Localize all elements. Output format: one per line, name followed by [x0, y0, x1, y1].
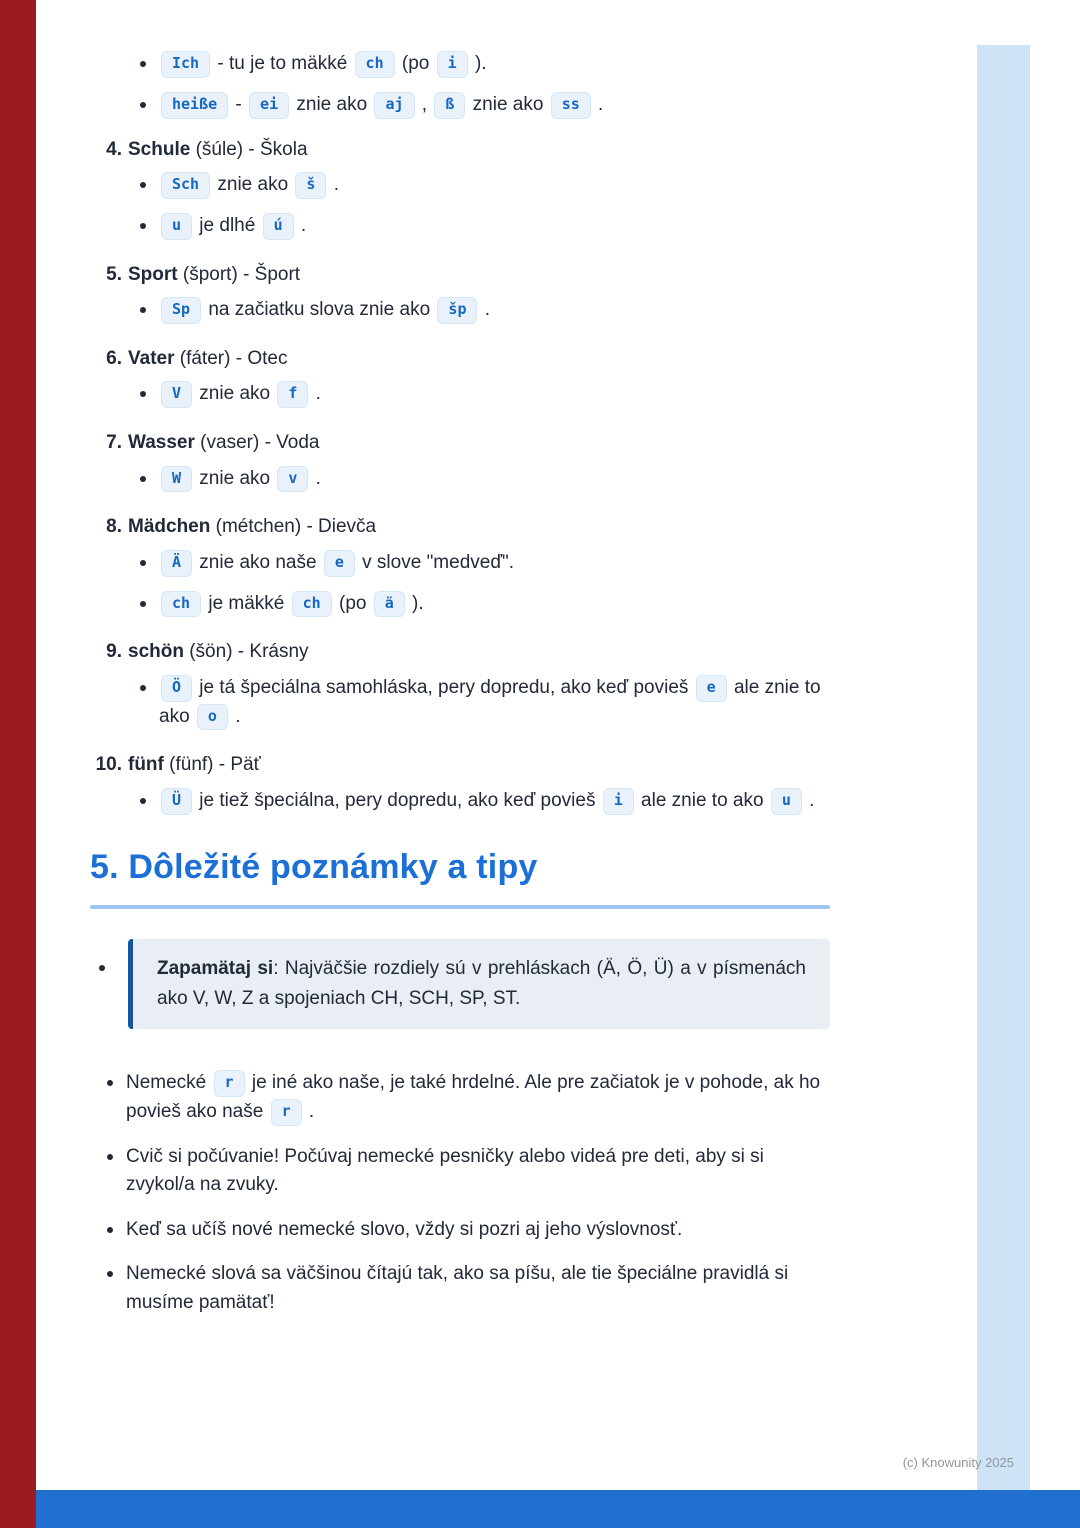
code-chip: i — [603, 788, 634, 815]
text-run: je dlhé — [194, 214, 261, 236]
item-word: fünf — [128, 754, 164, 776]
bullet-item — [137, 787, 830, 816]
text-run: . — [303, 1101, 315, 1123]
item-number: 10. — [95, 754, 122, 776]
text-run: Nemecké — [126, 1072, 212, 1094]
item-number: 5. — [106, 263, 122, 285]
item-head-text — [128, 136, 308, 165]
tips-list — [104, 1069, 830, 1317]
numbered-word-list — [90, 136, 830, 816]
numbered-item — [90, 136, 830, 241]
item-word: Mädchen — [128, 516, 211, 538]
text-run: , — [416, 93, 433, 115]
code-chip: u — [161, 213, 192, 240]
bullet-item — [137, 380, 830, 409]
code-chip: ch — [355, 51, 395, 78]
bullet-item — [137, 674, 830, 732]
text-run: . — [328, 174, 340, 195]
item-head-text — [128, 429, 320, 458]
sub-bullet-list — [137, 465, 830, 494]
numbered-item — [90, 261, 830, 325]
bullet-item — [137, 50, 830, 79]
tip-item — [104, 1143, 830, 1200]
numbered-item-head — [90, 513, 830, 542]
numbered-item-head — [90, 751, 830, 780]
text-run: je iné ako naše, je také hrdelné. Ale pre začiatok je v pohode, ak ho povieš ako naše — [126, 1072, 821, 1123]
code-chip: ei — [249, 92, 289, 119]
bullet-item — [137, 549, 830, 578]
text-run: je tá špeciálna samohláska, pery dopredu, ako keď povieš — [194, 676, 694, 698]
item-number: 6. — [106, 347, 122, 369]
item-head-text — [128, 638, 309, 667]
code-chip: ä — [374, 591, 405, 618]
item-rest: (fünf) - Päť — [163, 754, 261, 776]
code-chip: heiße — [161, 92, 228, 119]
callout-row — [90, 939, 830, 1030]
text-run: znie ako naše — [194, 551, 322, 573]
code-chip: Ä — [161, 550, 192, 577]
code-chip: š — [295, 172, 326, 199]
text-run: . — [295, 214, 307, 236]
numbered-item — [90, 638, 830, 731]
text-run: - — [230, 93, 248, 115]
item-rest: (métchen) - Dievča — [210, 516, 377, 538]
code-chip: aj — [374, 92, 414, 119]
code-chip: i — [437, 51, 468, 78]
callout-box — [128, 939, 830, 1030]
text-run: . — [310, 467, 321, 489]
text-run: znie ako — [291, 93, 373, 115]
item-head-text — [128, 751, 261, 780]
code-chip: Ich — [161, 51, 210, 78]
code-chip: u — [771, 788, 802, 815]
bullet-item — [137, 212, 830, 241]
item-word: Schule — [128, 138, 191, 160]
numbered-item — [90, 513, 830, 618]
numbered-item-head — [90, 136, 830, 165]
heading-underline — [90, 905, 830, 909]
item-rest: (šúle) - Škola — [190, 138, 308, 160]
footer-credit: (c) Knowunity 2025 — [902, 1455, 1014, 1470]
item-word: Sport — [128, 263, 178, 285]
item-rest: (vaser) - Voda — [194, 432, 320, 453]
text-run: znie ako — [194, 383, 276, 405]
code-chip: ú — [263, 213, 294, 240]
text-run: ale znie to ako — [159, 676, 821, 727]
text-run: - tu je to mäkké — [212, 53, 353, 74]
code-chip: šp — [437, 297, 477, 324]
text-run: je tiež špeciálna, pery dopredu, ako keď povieš — [194, 789, 601, 811]
item-word: Wasser — [128, 432, 195, 453]
text-run: (po — [396, 53, 435, 74]
text-run: znie ako — [467, 93, 549, 115]
sub-bullet-list — [137, 787, 830, 816]
item-number: 9. — [106, 641, 122, 663]
item-number: 8. — [106, 516, 122, 538]
item-number: 4. — [106, 138, 122, 160]
callout-text: : Najväčšie rozdiely sú v prehláskach (Ä, Ö, Ü) a v písmenách ako V, W, Z a spojeniach CH, SCH, SP, ST. — [157, 957, 806, 1009]
text-run: Nemecké slová sa väčšinou čítajú tak, ako sa píšu, ale tie špeciálne pravidlá si musíme pamätať! — [126, 1263, 789, 1313]
numbered-item-head — [90, 345, 830, 374]
text-run: v slove "medveď". — [356, 551, 515, 573]
code-chip: o — [197, 704, 228, 731]
bullet-dot — [90, 939, 128, 1030]
text-run: . — [479, 299, 491, 320]
document-content — [90, 50, 830, 1333]
sub-bullet-list — [137, 296, 830, 325]
code-chip: ch — [292, 591, 332, 618]
item-head-text — [128, 261, 300, 290]
code-chip: Ü — [161, 788, 192, 815]
code-chip: r — [271, 1099, 302, 1126]
text-run: ale znie to ako — [635, 789, 769, 811]
text-run: znie ako — [212, 174, 294, 195]
tip-item — [104, 1260, 830, 1317]
bullet-item — [137, 590, 830, 619]
section-heading: 5. Dôležité poznámky a tipy — [90, 847, 538, 886]
text-run: ). — [469, 53, 487, 74]
item-rest: (šön) - Krásny — [183, 641, 309, 663]
text-run: znie ako — [194, 467, 276, 489]
right-lightblue-stripe — [977, 45, 1030, 1490]
numbered-item — [90, 429, 830, 493]
text-run: na začiatku slova znie ako — [203, 299, 436, 320]
bullet-item — [137, 296, 830, 325]
code-chip: Sp — [161, 297, 201, 324]
code-chip: ch — [161, 591, 201, 618]
sub-bullet-list — [137, 380, 830, 409]
code-chip: ß — [434, 92, 465, 119]
numbered-item — [90, 751, 830, 815]
text-run: . — [803, 789, 815, 811]
item-number: 7. — [106, 432, 122, 453]
text-run: je mäkké — [203, 592, 290, 614]
numbered-item — [90, 345, 830, 409]
sub-bullet-list — [137, 171, 830, 241]
intro-bullet-list — [137, 50, 830, 120]
code-chip: Ö — [161, 675, 192, 702]
sub-bullet-list — [137, 549, 830, 619]
text-run: Keď sa učíš nové nemecké slovo, vždy si pozri aj jeho výslovnosť. — [126, 1218, 683, 1240]
item-head-text — [128, 345, 287, 374]
text-run: . — [592, 93, 604, 115]
bullet-item — [137, 91, 830, 120]
code-chip: e — [696, 675, 727, 702]
code-chip: ss — [551, 92, 591, 119]
code-chip: V — [161, 381, 192, 408]
code-chip: Sch — [161, 172, 210, 199]
numbered-item-head — [90, 638, 830, 667]
code-chip: f — [277, 381, 308, 408]
text-run: ). — [406, 592, 424, 614]
numbered-item-head — [90, 261, 830, 290]
left-red-stripe — [0, 0, 36, 1528]
code-chip: e — [324, 550, 355, 577]
code-chip: W — [161, 466, 192, 493]
callout-bold-label: Zapamätaj si — [157, 957, 274, 979]
bottom-blue-bar — [36, 1490, 1080, 1528]
tip-item — [104, 1216, 830, 1245]
text-run: Cvič si počúvanie! Počúvaj nemecké pesničky alebo videá pre deti, aby si si zvykol/a na zvuky. — [126, 1145, 764, 1196]
text-run: (po — [333, 592, 372, 614]
numbered-item-head — [90, 429, 830, 458]
bullet-item — [137, 465, 830, 494]
bullet-item — [137, 171, 830, 200]
tip-item — [104, 1069, 830, 1127]
item-word: schön — [128, 641, 184, 663]
item-rest: (šport) - Šport — [177, 263, 301, 285]
item-word: Vater — [128, 347, 175, 369]
code-chip: r — [214, 1070, 245, 1097]
sub-bullet-list — [137, 674, 830, 732]
code-chip: v — [277, 466, 308, 493]
item-head-text — [128, 513, 376, 542]
text-run: . — [310, 383, 321, 405]
item-rest: (fáter) - Otec — [174, 347, 288, 369]
text-run: . — [229, 705, 241, 727]
